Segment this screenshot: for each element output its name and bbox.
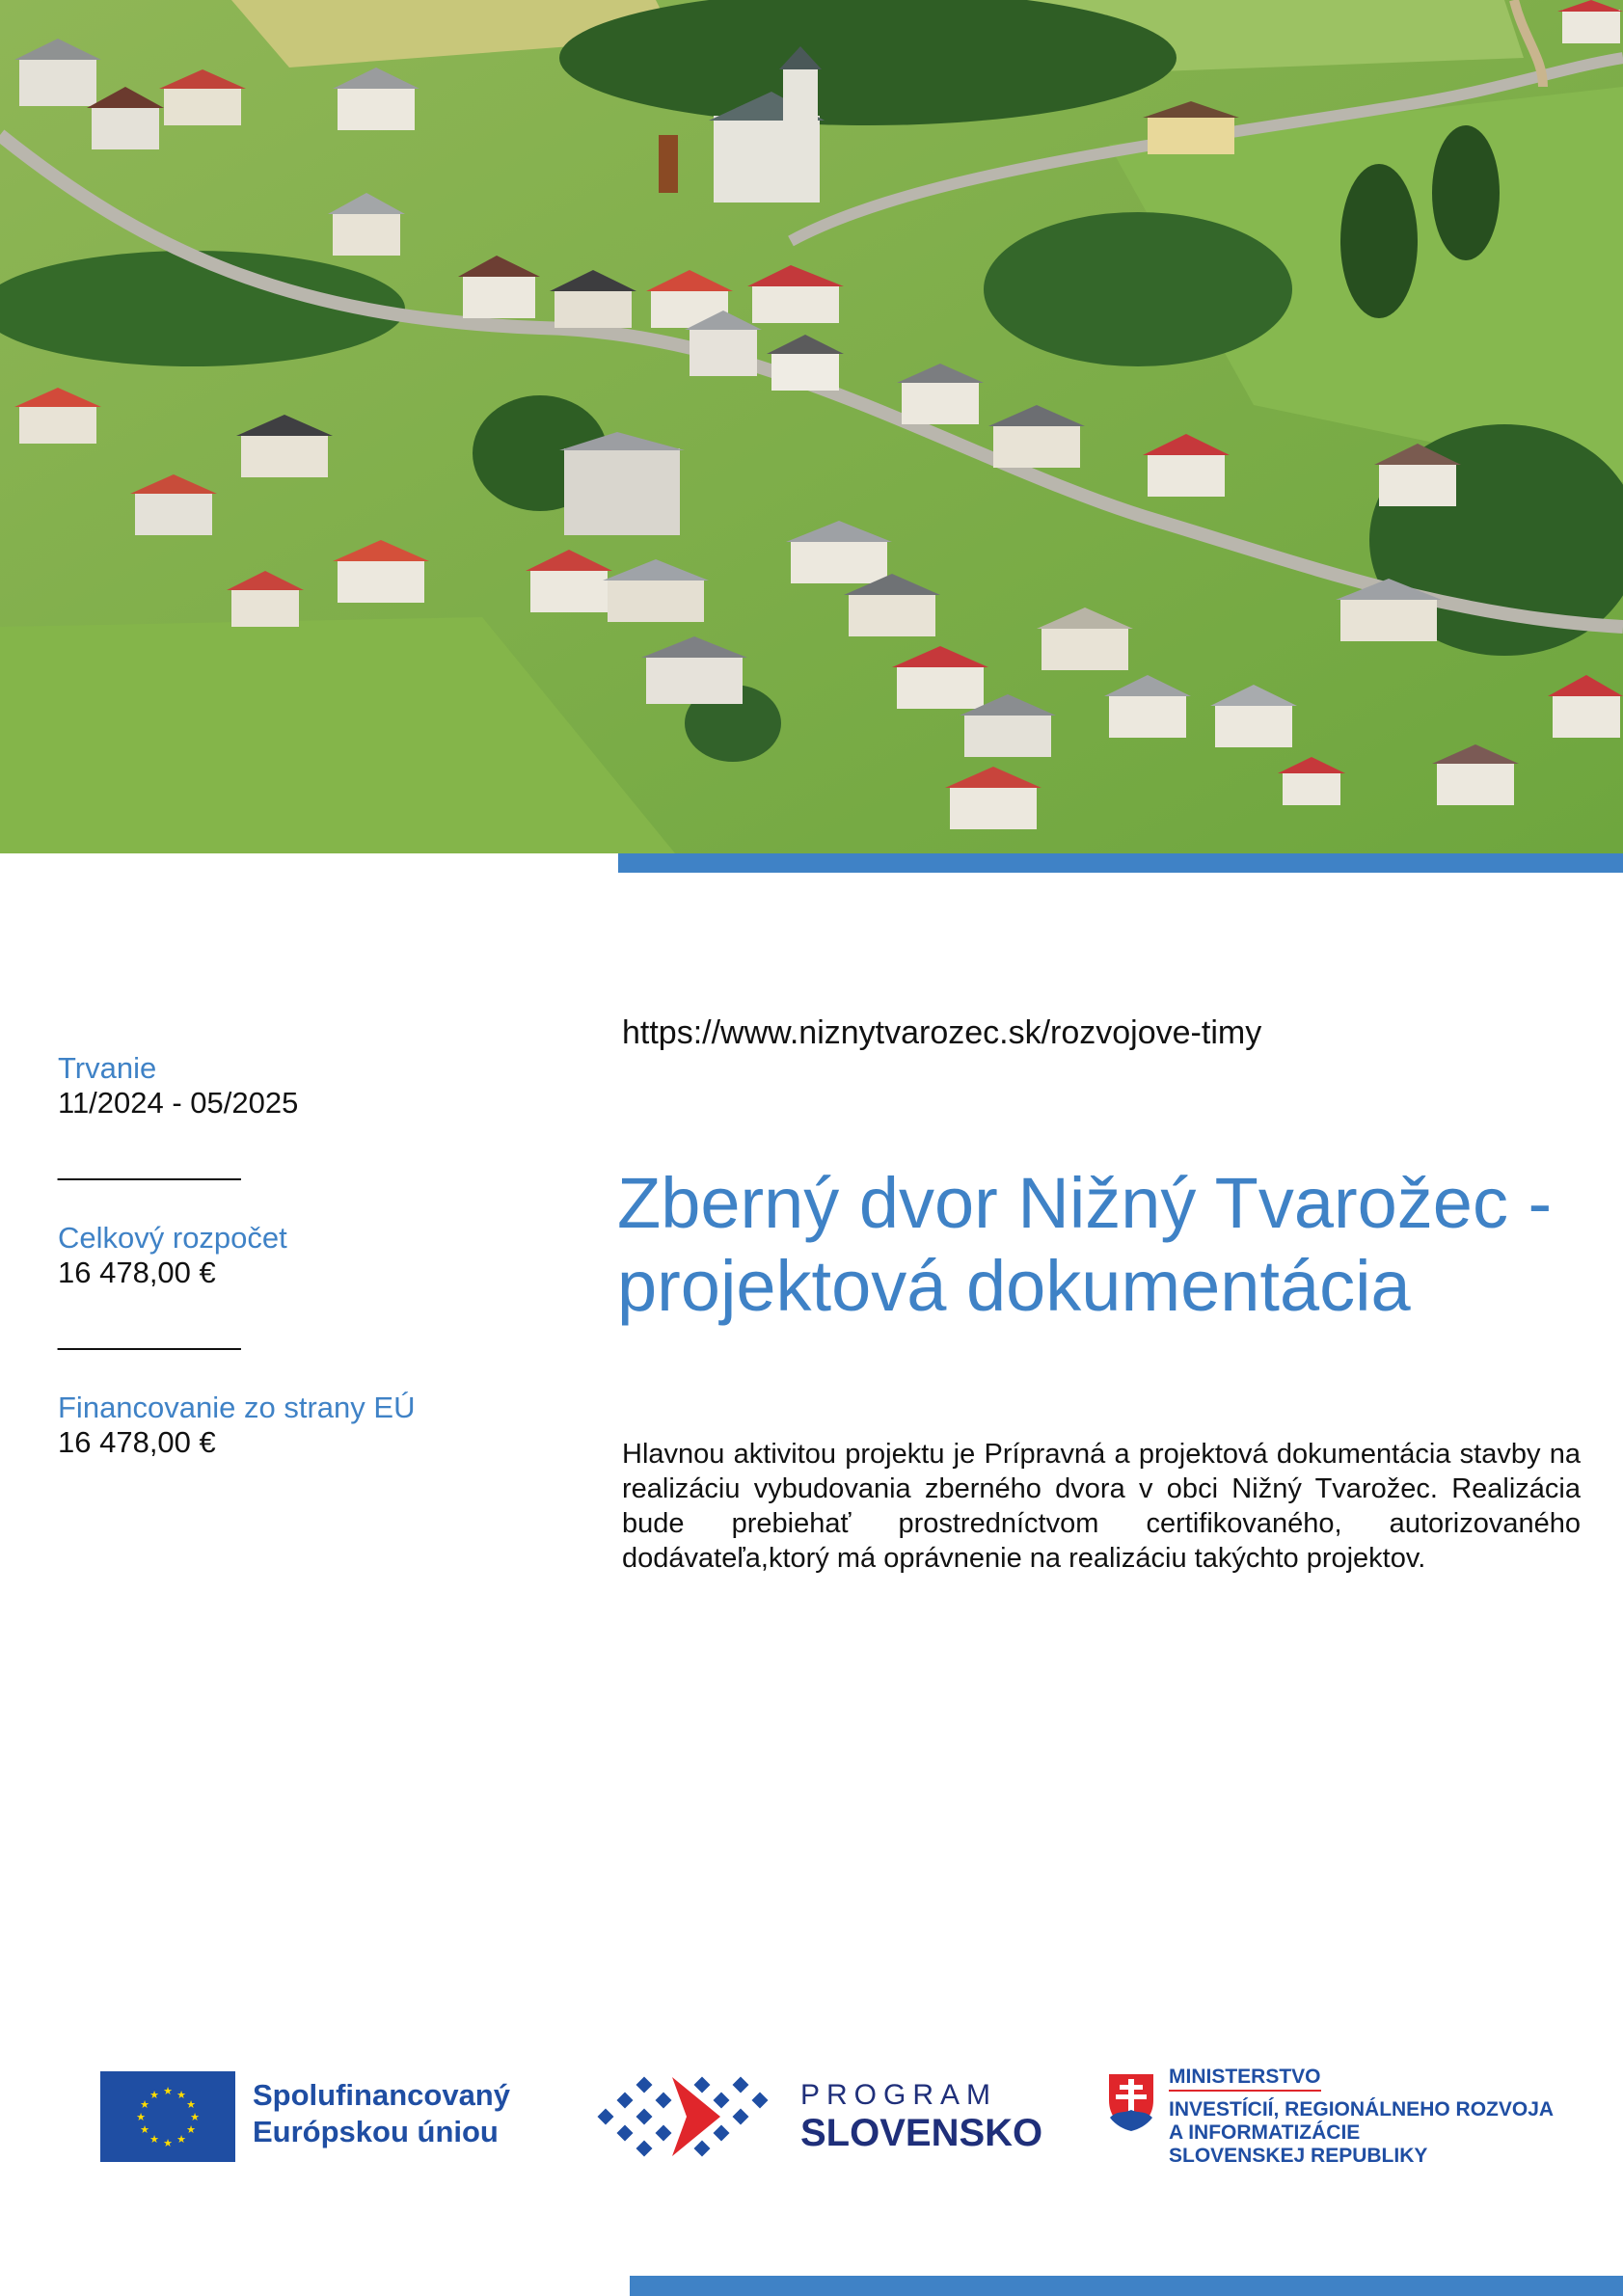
- title-line-1: Zberný dvor Nižný Tvarožec -: [617, 1163, 1553, 1243]
- ministry-head: MINISTERSTVO: [1169, 2066, 1321, 2092]
- accent-bar-bottom: [630, 2276, 1623, 2296]
- svg-text:★: ★: [176, 2089, 186, 2101]
- eu-cofunded-text: [253, 2077, 510, 2150]
- svg-text:★: ★: [190, 2111, 200, 2123]
- svg-text:★: ★: [140, 2098, 149, 2111]
- svg-text:★: ★: [163, 2137, 173, 2149]
- eu-text-line-2: Európskou úniou: [253, 2115, 499, 2148]
- svg-text:★: ★: [149, 2133, 159, 2146]
- svg-text:★: ★: [149, 2089, 159, 2101]
- funding-logos: [0, 2064, 1623, 2179]
- project-description: Hlavnou aktivitou projektu je Prípravná a projektová dokumentácia stavby na realizáciu vybudovania zberného dvora v obci Nižný Tvarožec. Realizácia bude prebiehať prostredníctvom certifikovaného, autorizovaného dodávateľa,ktorý má oprávnenie na realizáciu takýchto projektov.: [622, 1439, 1581, 1574]
- project-meta: [58, 1051, 559, 1460]
- svg-text:★: ★: [140, 2123, 149, 2136]
- project-url[interactable]: https://www.niznytvarozec.sk/rozvojove-timy: [622, 1014, 1262, 1051]
- svg-text:★: ★: [163, 2085, 173, 2097]
- budget-value: 16 478,00 €: [58, 1256, 216, 1289]
- ministry-line-2: A INFORMATIZÁCIE: [1169, 2121, 1361, 2144]
- duration-label: Trvanie: [58, 1051, 157, 1085]
- svg-text:★: ★: [186, 2123, 196, 2136]
- program-label: PROGRAM: [800, 2079, 998, 2111]
- duration-value: 11/2024 - 05/2025: [58, 1086, 299, 1120]
- separator: ___________: [58, 1148, 241, 1181]
- program-slovensko-icon: [590, 2067, 783, 2178]
- eu-flag-icon: [100, 2071, 235, 2162]
- slovensko-label: SLOVENSKO: [800, 2112, 1043, 2154]
- ministry-line-1: INVESTÍCIÍ, REGIONÁLNEHO ROZVOJA: [1169, 2098, 1555, 2120]
- eu-funding-value: 16 478,00 €: [58, 1425, 216, 1459]
- svg-text:★: ★: [176, 2133, 186, 2146]
- separator: ___________: [58, 1317, 241, 1351]
- svg-text:★: ★: [136, 2111, 146, 2123]
- budget-label: Celkový rozpočet: [58, 1221, 287, 1255]
- slovak-coat-of-arms-icon: [1106, 2071, 1156, 2138]
- svg-text:★: ★: [186, 2098, 196, 2111]
- eu-text-line-1: Spolufinancovaný: [253, 2078, 510, 2112]
- ministry-name: [1169, 2098, 1554, 2168]
- accent-bar-top: [618, 853, 1623, 873]
- hero-aerial-photo: [0, 0, 1623, 853]
- project-title: [617, 1162, 1601, 1328]
- ministry-line-3: SLOVENSKEJ REPUBLIKY: [1169, 2145, 1428, 2167]
- eu-funding-label: Financovanie zo strany EÚ: [58, 1391, 416, 1424]
- title-line-2: projektová dokumentácia: [617, 1246, 1411, 1326]
